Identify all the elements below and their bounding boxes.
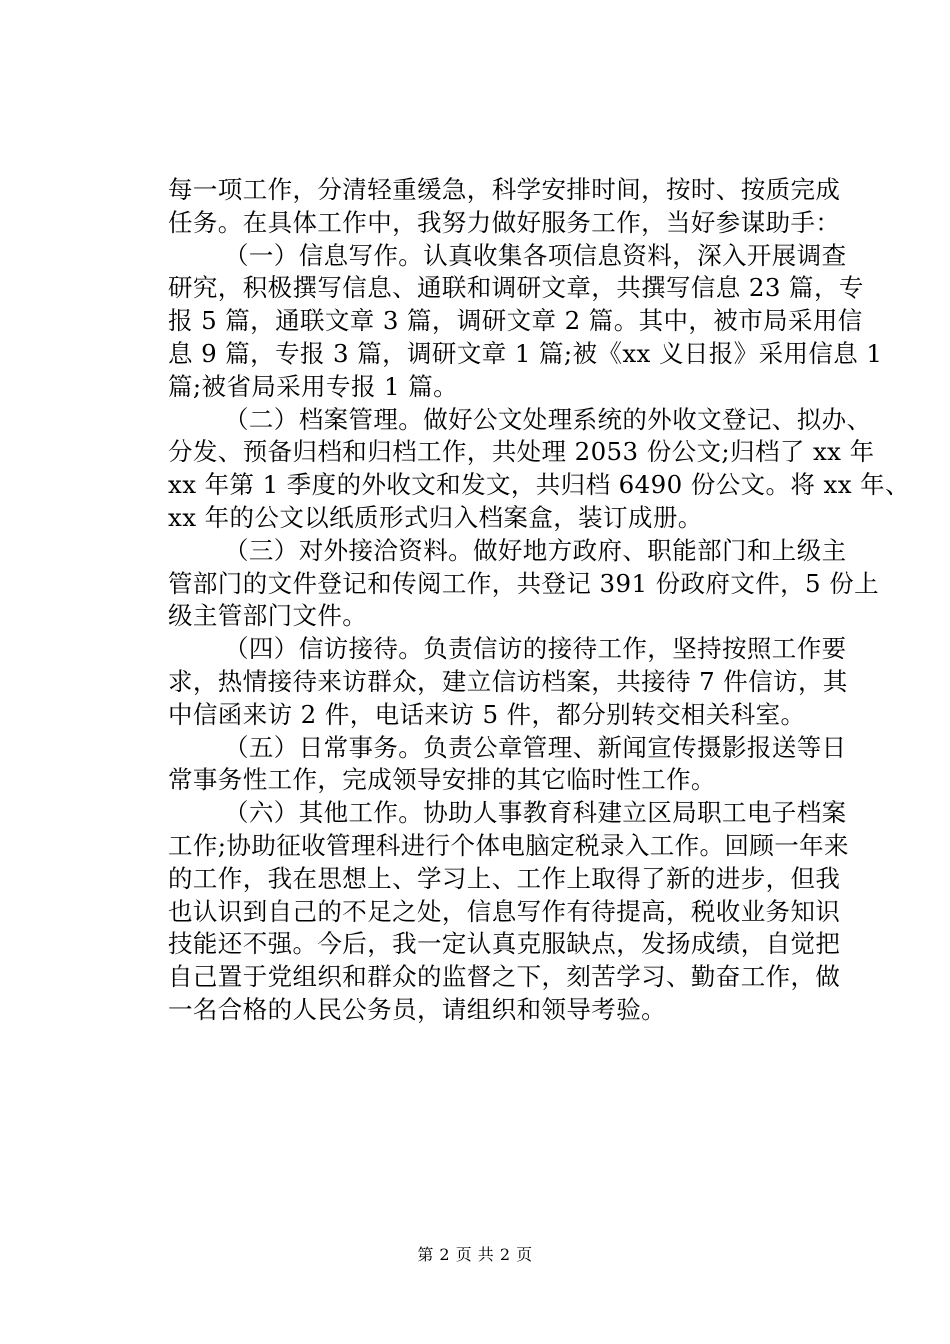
paragraph-start-line: （二）档案管理。做好公文处理系统的外收文登记、拟办、 — [224, 404, 872, 434]
paragraph-start-line: （六）其他工作。协助人事教育科建立区局职工电子档案 — [224, 798, 847, 828]
text-line: 息 9 篇，专报 3 篇，调研文章 1 篇;被《xx 义日报》采用信息 1 — [168, 338, 883, 368]
text-line: 求，热情接待来访群众，建立信访档案，共接待 7 件信访，其 — [168, 666, 848, 696]
paragraph-start-line: （五）日常事务。负责公章管理、新闻宣传摄影报送等日 — [224, 732, 847, 762]
text-line: 技能还不强。今后，我一定认真克服缺点，发扬成绩，自觉把 — [168, 929, 841, 959]
text-line: 自己置于党组织和群众的监督之下，刻苦学习、勤奋工作，做 — [168, 962, 841, 992]
text-line: 报 5 篇，通联文章 3 篇，调研文章 2 篇。其中，被市局采用信 — [168, 306, 863, 336]
text-line: 分发、预备归档和归档工作，共处理 2053 份公文;归档了 xx 年 — [168, 437, 875, 467]
text-line: 任务。在具体工作中，我努力做好服务工作，当好参谋助手： — [168, 207, 841, 237]
text-line: xx 年第 1 季度的外收文和发文，共归档 6490 份公文。将 xx 年、 — [168, 470, 910, 500]
paragraph-start-line: （四）信访接待。负责信访的接待工作，坚持按照工作要 — [224, 634, 847, 664]
text-line: 管部门的文件登记和传阅工作，共登记 391 份政府文件，5 份上 — [168, 568, 880, 598]
text-line: 工作;协助征收管理科进行个体电脑定税录入工作。回顾一年来 — [168, 830, 849, 860]
text-line: 篇;被省局采用专报 1 篇。 — [168, 371, 459, 401]
text-line: 中信函来访 2 件，电话来访 5 件，都分别转交相关科室。 — [168, 699, 806, 729]
paragraph-start-line: （三）对外接洽资料。做好地方政府、职能部门和上级主 — [224, 535, 847, 565]
text-line: 常事务性工作，完成领导安排的其它临时性工作。 — [168, 765, 716, 795]
text-line: 研究，积极撰写信息、通联和调研文章，共撰写信息 23 篇，专 — [168, 273, 864, 303]
paragraph-start-line: （一）信息写作。认真收集各项信息资料，深入开展调查 — [224, 240, 847, 270]
text-line: 一名合格的人民公务员，请组织和领导考验。 — [168, 994, 666, 1024]
text-line: 级主管部门文件。 — [168, 601, 368, 631]
text-line: 也认识到自己的不足之处，信息写作有待提高，税收业务知识 — [168, 896, 841, 926]
page-number-footer: 第 2 页 共 2 页 — [417, 1245, 533, 1264]
text-line: 的工作，我在思想上、学习上、工作上取得了新的进步，但我 — [168, 863, 841, 893]
text-line: xx 年的公文以纸质形式归入档案盒，装订成册。 — [168, 502, 703, 532]
document-body — [168, 174, 910, 1027]
text-line: 每一项工作，分清轻重缓急，科学安排时间，按时、按质完成 — [168, 175, 841, 204]
